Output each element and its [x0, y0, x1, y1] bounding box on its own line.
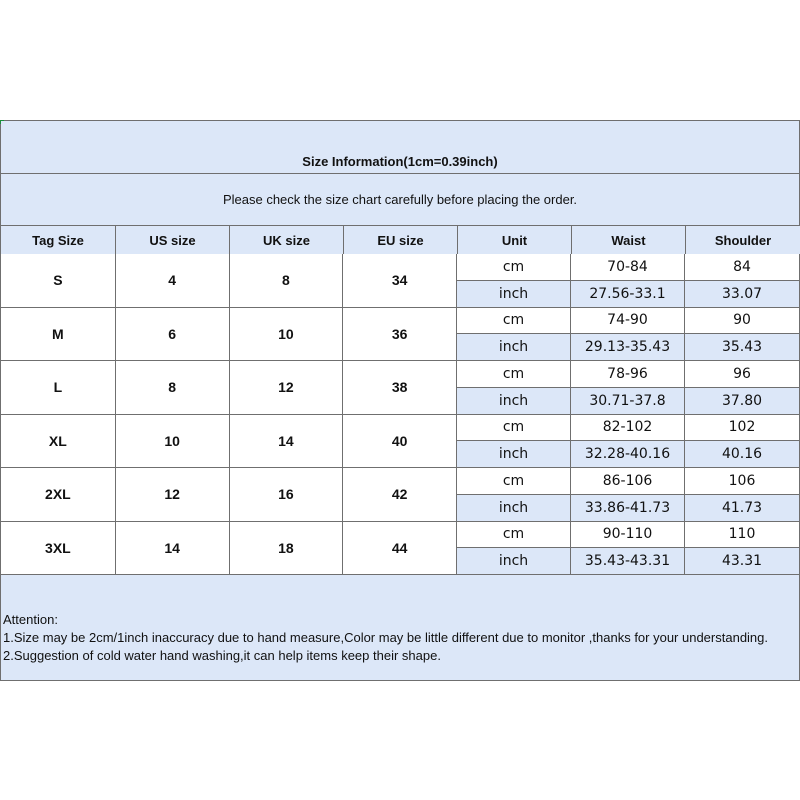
shoulder-cell: 35.43 — [721, 339, 763, 356]
uk-size-cell: 14 — [230, 415, 344, 468]
unit-cell: inch — [457, 334, 571, 360]
size-row-xl — [1, 415, 800, 469]
measurement-rows — [457, 468, 799, 521]
header-uk-size: UK size — [230, 226, 344, 254]
inch-row — [457, 281, 799, 307]
tag-size-cell: XL — [1, 415, 116, 468]
waist-cell: 82-102 — [571, 415, 685, 441]
waist-cell: 33.86-41.73 — [571, 495, 685, 521]
tag-size-cell: L — [1, 361, 116, 414]
unit-cell: inch — [457, 281, 571, 307]
unit-cell: cm — [457, 468, 571, 494]
measurement-rows — [457, 361, 799, 414]
waist-cell: 86-106 — [571, 468, 685, 494]
unit-cell: cm — [457, 254, 571, 280]
us-size-cell: 14 — [116, 522, 230, 575]
attention-line-2: 2.Suggestion of cold water hand washing,it can help items keep their shape. — [3, 648, 441, 663]
cm-row — [457, 468, 799, 495]
header-row — [1, 226, 800, 254]
measurement-rows — [457, 522, 799, 575]
waist-cell: 32.28-40.16 — [571, 441, 685, 467]
us-size-cell: 4 — [116, 254, 230, 307]
waist-cell: 30.71-37.8 — [571, 388, 685, 414]
shoulder-cell: 84 — [733, 258, 751, 275]
unit-cell: inch — [457, 548, 571, 574]
inch-row — [457, 334, 799, 360]
measurement-rows — [457, 415, 799, 468]
us-size-cell: 6 — [116, 308, 230, 361]
tag-size-cell: M — [1, 308, 116, 361]
inch-row — [457, 388, 799, 414]
uk-size-cell: 18 — [230, 522, 344, 575]
waist-cell: 27.56-33.1 — [571, 281, 685, 307]
size-row-l — [1, 361, 800, 415]
eu-size-cell: 44 — [343, 522, 457, 575]
us-size-cell: 12 — [116, 468, 230, 521]
shoulder-cell: 33.07 — [721, 285, 763, 302]
us-size-cell: 10 — [116, 415, 230, 468]
size-chart — [0, 120, 800, 681]
shoulder-cell: 110 — [728, 526, 756, 543]
chart-title: Size Information(1cm=0.39inch) — [1, 121, 800, 174]
size-row-2xl — [1, 468, 800, 522]
inch-row — [457, 441, 799, 467]
shoulder-cell: 37.80 — [721, 392, 763, 409]
uk-size-cell: 16 — [230, 468, 344, 521]
eu-size-cell: 38 — [343, 361, 457, 414]
measurement-rows — [457, 308, 799, 361]
order-note: Please check the size chart carefully before placing the order. — [1, 174, 800, 226]
header-waist: Waist — [572, 226, 686, 254]
attention-notes — [1, 575, 800, 681]
attention-line-1: 1.Size may be 2cm/1inch inaccuracy due to hand measure,Color may be little different due to monitor ,thanks for your understanding. — [3, 630, 769, 645]
header-unit: Unit — [458, 226, 572, 254]
eu-size-cell: 34 — [343, 254, 457, 307]
inch-row — [457, 548, 799, 574]
us-size-cell: 8 — [116, 361, 230, 414]
tag-size-cell: 3XL — [1, 522, 116, 575]
waist-cell: 74-90 — [571, 308, 685, 334]
unit-cell: cm — [457, 522, 571, 548]
eu-size-cell: 42 — [343, 468, 457, 521]
shoulder-cell: 96 — [733, 365, 751, 382]
waist-cell: 70-84 — [571, 254, 685, 280]
tag-size-cell: S — [1, 254, 116, 307]
size-rows — [1, 254, 800, 575]
shoulder-cell: 43.31 — [721, 553, 763, 570]
unit-cell: cm — [457, 361, 571, 387]
unit-cell: inch — [457, 495, 571, 521]
shoulder-cell: 90 — [733, 312, 751, 329]
header-us-size: US size — [116, 226, 230, 254]
header-tag-size: Tag Size — [1, 226, 116, 254]
cm-row — [457, 308, 799, 335]
size-row-3xl — [1, 522, 800, 576]
eu-size-cell: 40 — [343, 415, 457, 468]
cm-row — [457, 361, 799, 388]
unit-cell: cm — [457, 415, 571, 441]
tag-size-cell: 2XL — [1, 468, 116, 521]
waist-cell: 90-110 — [571, 522, 685, 548]
header-shoulder: Shoulder — [686, 226, 800, 254]
size-row-m — [1, 308, 800, 362]
unit-cell: inch — [457, 441, 571, 467]
inch-row — [457, 495, 799, 521]
shoulder-cell: 106 — [728, 472, 756, 489]
unit-cell: cm — [457, 308, 571, 334]
waist-cell: 78-96 — [571, 361, 685, 387]
uk-size-cell: 8 — [230, 254, 344, 307]
shoulder-cell: 102 — [728, 419, 756, 436]
cm-row — [457, 415, 799, 442]
waist-cell: 29.13-35.43 — [571, 334, 685, 360]
cm-row — [457, 254, 799, 281]
waist-cell: 35.43-43.31 — [571, 548, 685, 574]
attention-heading: Attention: — [3, 612, 58, 627]
header-eu-size: EU size — [344, 226, 458, 254]
cm-row — [457, 522, 799, 549]
uk-size-cell: 12 — [230, 361, 344, 414]
measurement-rows — [457, 254, 799, 307]
size-row-s — [1, 254, 800, 308]
unit-cell: inch — [457, 388, 571, 414]
shoulder-cell: 41.73 — [721, 499, 763, 516]
shoulder-cell: 40.16 — [721, 446, 763, 463]
eu-size-cell: 36 — [343, 308, 457, 361]
uk-size-cell: 10 — [230, 308, 344, 361]
